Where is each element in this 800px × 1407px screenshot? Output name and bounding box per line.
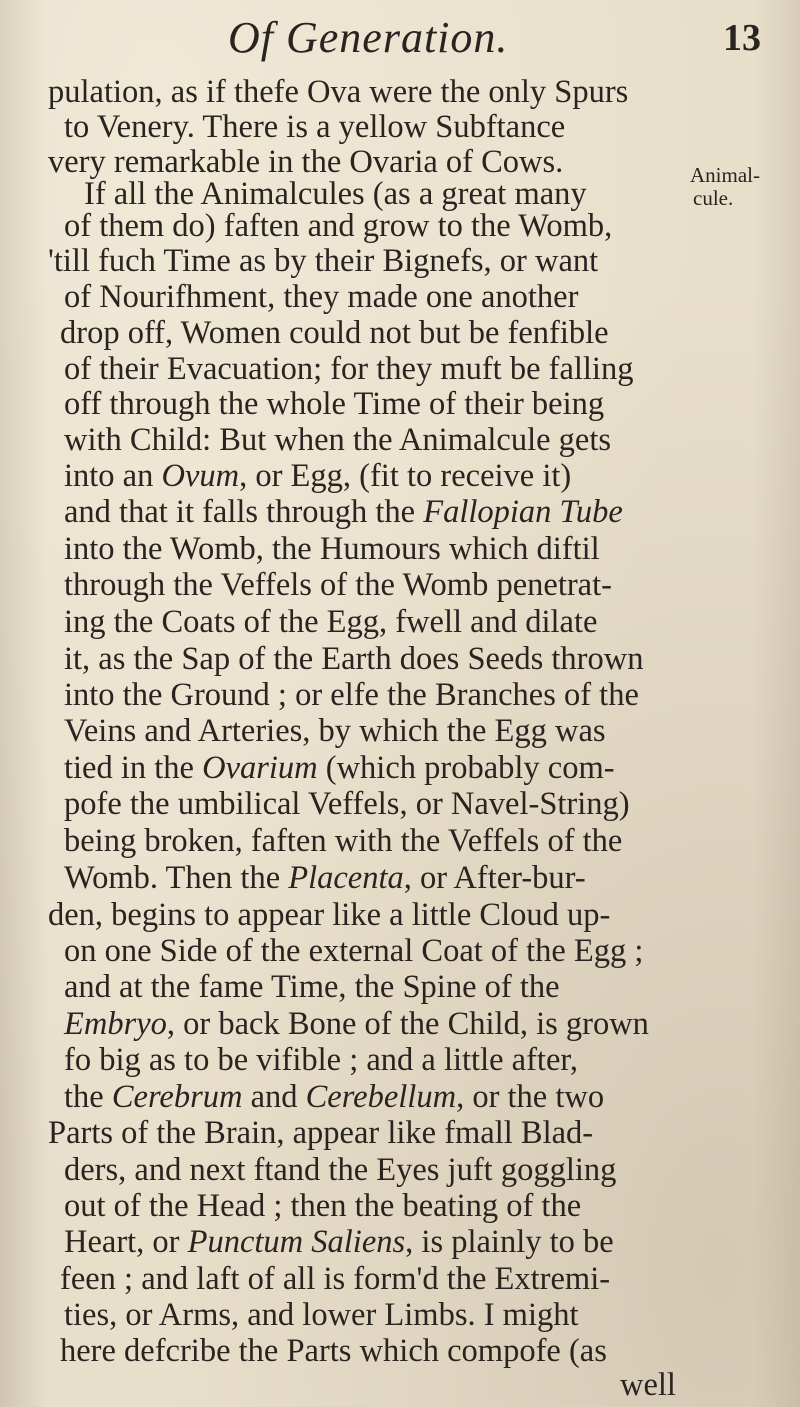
text-line [64,1186,581,1226]
text-line [64,1222,614,1262]
italic-term: Embryo [64,1006,167,1042]
italic-term: Placenta [288,860,404,896]
text-segment: den, begins to appear like a little Cloud up- [48,897,611,933]
text-line [60,313,609,353]
text-segment: , or After-bur- [403,860,586,896]
text-segment: , or back Bone of the Child, is grown [166,1006,649,1042]
text-line [64,492,623,532]
text-line [620,1365,676,1405]
text-line [64,639,643,679]
margin-note-cule: cule. [693,186,734,210]
text-segment: very remarkable in the Ovaria of Cows. [48,144,564,180]
italic-term: Cerebellum [305,1079,457,1115]
text-line [64,206,612,246]
text-segment: of them do) faften and grow to the Womb, [64,208,613,244]
text-segment: being broken, faften with the Veffels of the [64,823,623,859]
text-line [64,602,597,642]
italic-term: Cerebrum [111,1079,243,1115]
text-segment: into the Ground ; or elfe the Branches of the [64,677,639,713]
text-line [64,565,612,605]
text-segment: of their Evacuation; for they muft be falling [64,351,634,387]
text-line [64,529,600,569]
text-line [64,420,611,460]
text-segment: well [620,1367,676,1403]
text-line [64,1040,578,1080]
text-segment: and at the fame Time, the Spine of the [64,969,560,1005]
text-line [64,858,586,898]
text-segment: tied in the [64,750,203,786]
text-segment: Womb. Then the [64,860,289,896]
text-line [64,748,615,788]
italic-term: Ovarium [202,750,318,786]
text-line [64,107,565,147]
text-line [64,1077,604,1117]
text-line [64,967,560,1007]
text-line [64,349,633,389]
text-segment: (which probably com- [317,750,615,786]
text-segment: ing the Coats of the Egg, fwell and dilate [64,604,598,640]
text-segment: the [64,1079,112,1115]
italic-term: Fallopian Tube [423,494,623,530]
text-line [64,1004,649,1044]
text-segment: into an [64,458,162,494]
text-segment: of Nourifhment, they made one another [64,279,579,315]
text-segment: , or Egg, (fit to receive it) [239,458,572,494]
text-segment: ties, or Arms, and lower Limbs. I might [64,1297,579,1333]
text-segment: with Child: But when the Animalcule gets [64,422,612,458]
text-segment: pofe the umbilical Veffels, or Navel-String) [64,786,630,822]
text-segment: into the Womb, the Humours which diftil [64,531,600,567]
text-line [64,1295,579,1335]
text-segment: to Venery. There is a yellow Subftance [64,109,566,145]
text-segment: Parts of the Brain, appear like fmall Blad- [48,1115,594,1151]
text-segment: here defcribe the Parts which compofe (as [60,1333,607,1369]
margin-note-animal: Animal- [690,163,760,187]
text-segment: pulation, as if thefe Ova were the only Spurs [48,74,629,110]
text-segment: on one Side of the external Coat of the Egg ; [64,933,644,969]
text-segment: , is plainly to be [405,1224,614,1260]
text-line [64,277,578,317]
text-segment: it, as the Sap of the Earth does Seeds thrown [64,641,644,677]
text-line [64,821,622,861]
text-segment: feen ; and laft of all is form'd the Extremi- [60,1261,611,1297]
text-line [64,1150,616,1190]
text-segment: out of the Head ; then the beating of the [64,1188,582,1224]
text-segment: , or the two [456,1079,605,1115]
text-line [64,456,571,496]
text-line [48,1113,593,1153]
text-segment: If all the Animalcules (as a great many [84,176,587,212]
text-segment: drop off, Women could not but be fenfible [60,315,609,351]
text-line [48,72,628,112]
page-number: 13 [723,17,761,59]
text-segment: Heart, or [64,1224,188,1260]
text-line [64,784,630,824]
italic-term: Ovum [161,458,240,494]
text-line [60,1331,607,1371]
text-segment: fo big as to be vifible ; and a little after, [64,1042,579,1078]
text-segment: Veins and Arteries, by which the Egg was [64,713,606,749]
text-line [64,384,604,424]
text-line [64,675,639,715]
text-line [48,241,598,281]
italic-term: Punctum Saliens [187,1224,406,1260]
text-segment: and [242,1079,306,1115]
text-segment: ders, and next ftand the Eyes juft goggling [64,1152,617,1188]
text-segment: through the Veffels of the Womb penetrat- [64,567,612,603]
running-title: Of Generation. [228,13,509,62]
text-segment: off through the whole Time of their being [64,386,605,422]
text-line [64,931,643,971]
text-segment: and that it falls through the [64,494,424,530]
text-segment: 'till fuch Time as by their Bignefs, or want [48,243,599,279]
text-line [48,895,610,935]
text-line [60,1259,610,1299]
text-line [64,711,606,751]
